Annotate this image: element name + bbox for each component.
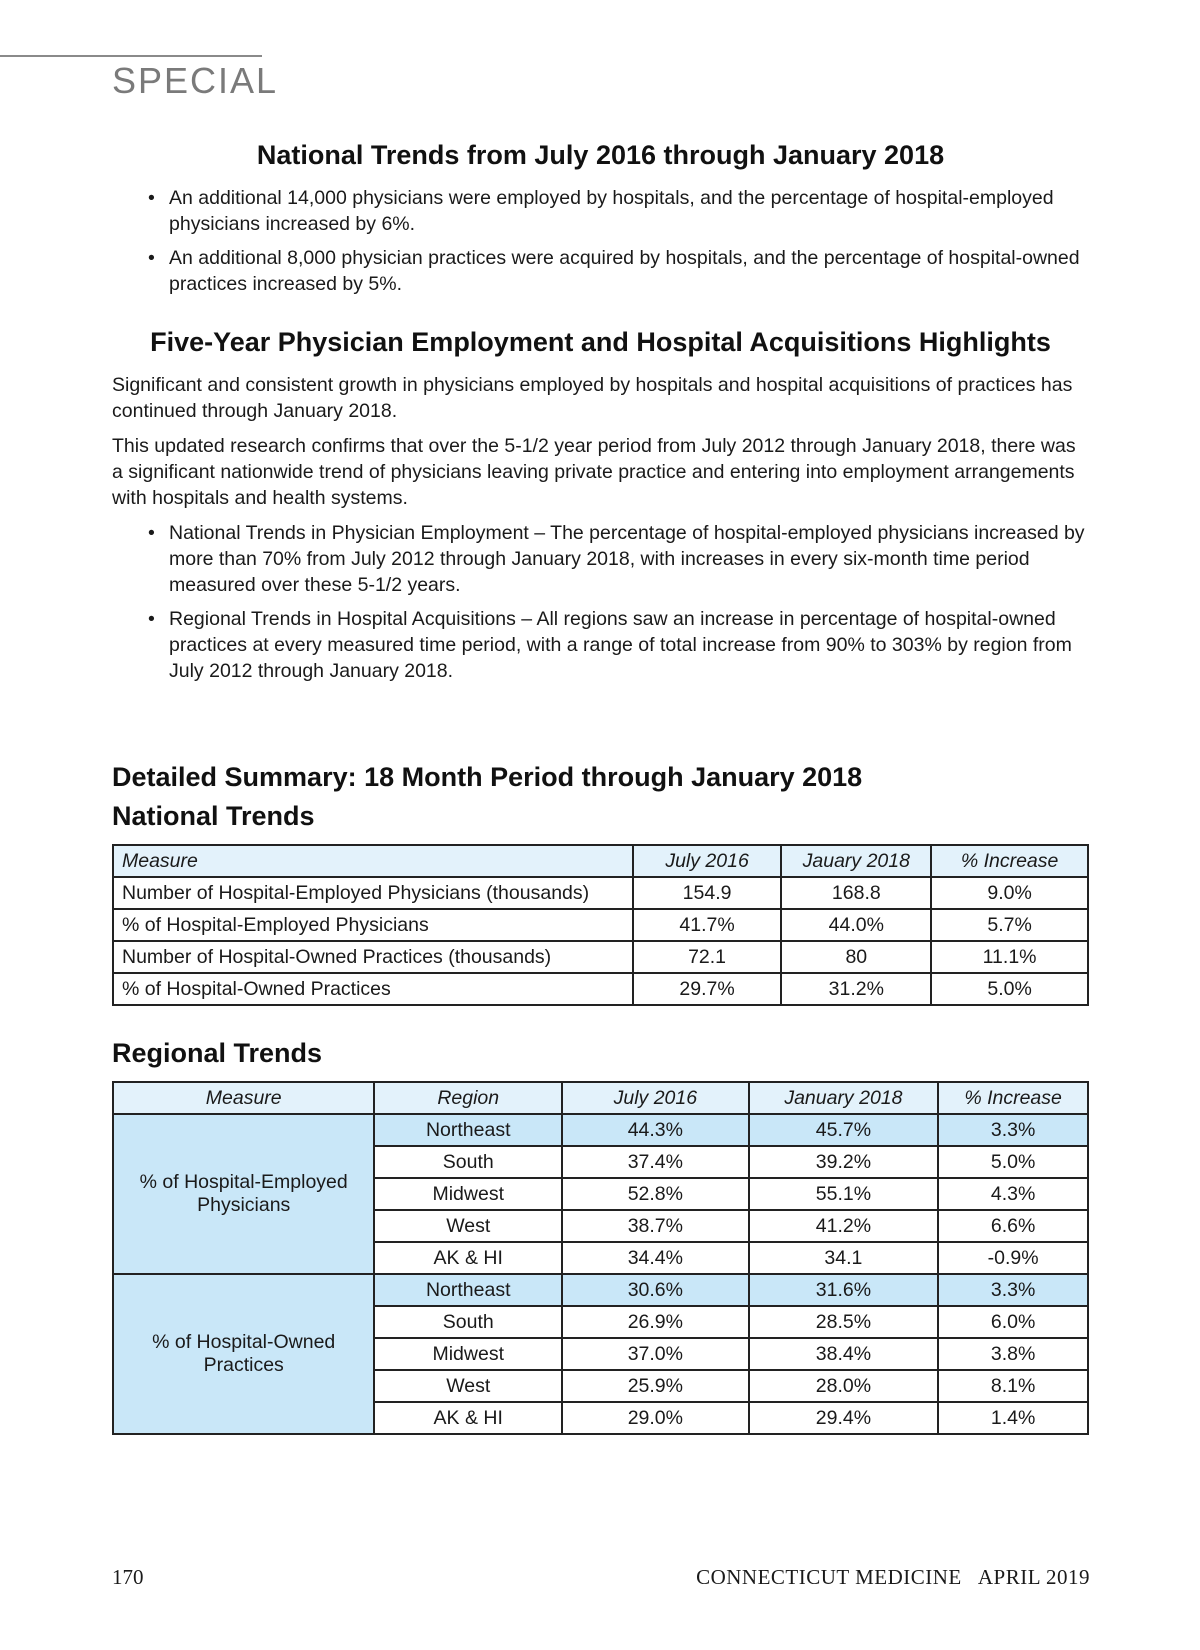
- column-header: Measure: [113, 1082, 374, 1114]
- table-cell: 37.0%: [562, 1338, 749, 1370]
- table-cell: 8.1%: [938, 1370, 1088, 1402]
- table-cell: 38.7%: [562, 1210, 749, 1242]
- table-cell: 154.9: [633, 877, 782, 909]
- regional-trends-heading: Regional Trends: [112, 1038, 323, 1068]
- table-cell: 9.0%: [931, 877, 1088, 909]
- table-cell: 28.5%: [749, 1306, 939, 1338]
- table-cell: West: [374, 1210, 562, 1242]
- bullet-item: • Regional Trends in Hospital Acquisitions – All regions saw an increase in percentage of hospital-owned practices at every measured time period, with a range of total increase from 90% to 303% by region from July 2012 through January 2018.: [148, 606, 1089, 684]
- table-cell: 3.8%: [938, 1338, 1088, 1370]
- table-cell: 31.6%: [749, 1274, 939, 1306]
- detailed-summary-title: Detailed Summary: 18 Month Period through January 2018: [112, 762, 863, 792]
- five-year-title: Five-Year Physician Employment and Hospital Acquisitions Highlights: [150, 327, 1051, 357]
- table-cell: 6.6%: [938, 1210, 1088, 1242]
- table-cell: 11.1%: [931, 941, 1088, 973]
- table-header-row: [113, 845, 1088, 877]
- bullet-item: • National Trends in Physician Employment – The percentage of hospital-employed physicians increased by more than 70% from July 2012 through January 2018, with increases in every six-month time period measured over these 5-1/2 years.: [148, 520, 1089, 598]
- table-cell: 30.6%: [562, 1274, 749, 1306]
- table-cell: 55.1%: [749, 1178, 939, 1210]
- national-trends-heading: National Trends: [112, 801, 315, 831]
- table-row: [113, 1114, 1088, 1146]
- table-cell: 26.9%: [562, 1306, 749, 1338]
- table-cell: 6.0%: [938, 1306, 1088, 1338]
- table-cell: 41.7%: [633, 909, 782, 941]
- table-cell: 3.3%: [938, 1114, 1088, 1146]
- table-cell: % of Hospital-Employed Physicians: [113, 909, 633, 941]
- table-cell: 34.1: [749, 1242, 939, 1274]
- table-cell: % of Hospital-Owned Practices: [113, 973, 633, 1005]
- table-cell: South: [374, 1306, 562, 1338]
- table-cell: 44.0%: [781, 909, 931, 941]
- column-header: Measure: [113, 845, 633, 877]
- table-cell: South: [374, 1146, 562, 1178]
- five-year-bullets: [148, 520, 1089, 684]
- table-cell: Number of Hospital-Owned Practices (thousands): [113, 941, 633, 973]
- table-cell: 31.2%: [781, 973, 931, 1005]
- table-row: [113, 1274, 1088, 1306]
- table-cell: 4.3%: [938, 1178, 1088, 1210]
- measure-group-cell: % of Hospital-Employed Physicians: [113, 1114, 374, 1274]
- table-cell: 80: [781, 941, 931, 973]
- page-number: 170: [112, 1565, 144, 1589]
- table-cell: Midwest: [374, 1338, 562, 1370]
- table-cell: 52.8%: [562, 1178, 749, 1210]
- national-trends-bullets: [148, 185, 1089, 297]
- regional-trends-table: [112, 1081, 1089, 1435]
- table-cell: 1.4%: [938, 1402, 1088, 1434]
- table-cell: Northeast: [374, 1274, 562, 1306]
- national-trends-title: National Trends from July 2016 through January 2018: [256, 140, 945, 170]
- measure-group-cell: % of Hospital-Owned Practices: [113, 1274, 374, 1434]
- column-header: Region: [374, 1082, 562, 1114]
- column-header: % Increase: [931, 845, 1088, 877]
- table-cell: 168.8: [781, 877, 931, 909]
- bullet-item: • An additional 14,000 physicians were employed by hospitals, and the percentage of hospital-employed physicians increased by 6%.: [148, 185, 1089, 237]
- table-header-row: [113, 1082, 1088, 1114]
- table-cell: 5.0%: [931, 973, 1088, 1005]
- table-cell: 5.7%: [931, 909, 1088, 941]
- table-cell: -0.9%: [938, 1242, 1088, 1274]
- table-cell: 72.1: [633, 941, 782, 973]
- column-header: Jauary 2018: [781, 845, 931, 877]
- bullet-item: • An additional 8,000 physician practices were acquired by hospitals, and the percentage of hospital-owned practices increased by 5%.: [148, 245, 1089, 297]
- table-cell: 38.4%: [749, 1338, 939, 1370]
- column-header: July 2016: [562, 1082, 749, 1114]
- table-cell: Number of Hospital-Employed Physicians (thousands): [113, 877, 633, 909]
- table-cell: 29.0%: [562, 1402, 749, 1434]
- column-header: July 2016: [633, 845, 782, 877]
- header-rule: [0, 55, 262, 57]
- column-header: January 2018: [749, 1082, 939, 1114]
- table-cell: 39.2%: [749, 1146, 939, 1178]
- table-cell: West: [374, 1370, 562, 1402]
- section-label: SPECIAL: [112, 60, 279, 101]
- table-cell: 45.7%: [749, 1114, 939, 1146]
- table-cell: 34.4%: [562, 1242, 749, 1274]
- table-row: [113, 973, 1088, 1005]
- table-cell: 41.2%: [749, 1210, 939, 1242]
- table-cell: 5.0%: [938, 1146, 1088, 1178]
- body-paragraph: Significant and consistent growth in physicians employed by hospitals and hospital acquisitions of practices has continued through January 2018.: [112, 374, 1073, 422]
- table-row: [113, 941, 1088, 973]
- table-cell: 3.3%: [938, 1274, 1088, 1306]
- table-cell: Northeast: [374, 1114, 562, 1146]
- table-cell: Midwest: [374, 1178, 562, 1210]
- table-cell: 25.9%: [562, 1370, 749, 1402]
- table-cell: 29.7%: [633, 973, 782, 1005]
- column-header: % Increase: [938, 1082, 1088, 1114]
- journal-footer: CONNECTICUT MEDICINE APRIL 2019: [696, 1565, 1090, 1589]
- table-row: [113, 909, 1088, 941]
- table-cell: 29.4%: [749, 1402, 939, 1434]
- table-cell: 44.3%: [562, 1114, 749, 1146]
- page-content: [112, 140, 1089, 1435]
- table-cell: 37.4%: [562, 1146, 749, 1178]
- body-paragraph: This updated research confirms that over the 5-1/2 year period from July 2012 through January 2018, there was a significant nationwide trend of physicians leaving private practice and entering into employment arrangements with hospitals and health systems.: [112, 435, 1076, 509]
- table-cell: 28.0%: [749, 1370, 939, 1402]
- table-cell: AK & HI: [374, 1402, 562, 1434]
- table-cell: AK & HI: [374, 1242, 562, 1274]
- national-trends-table: [112, 844, 1089, 1006]
- table-row: [113, 877, 1088, 909]
